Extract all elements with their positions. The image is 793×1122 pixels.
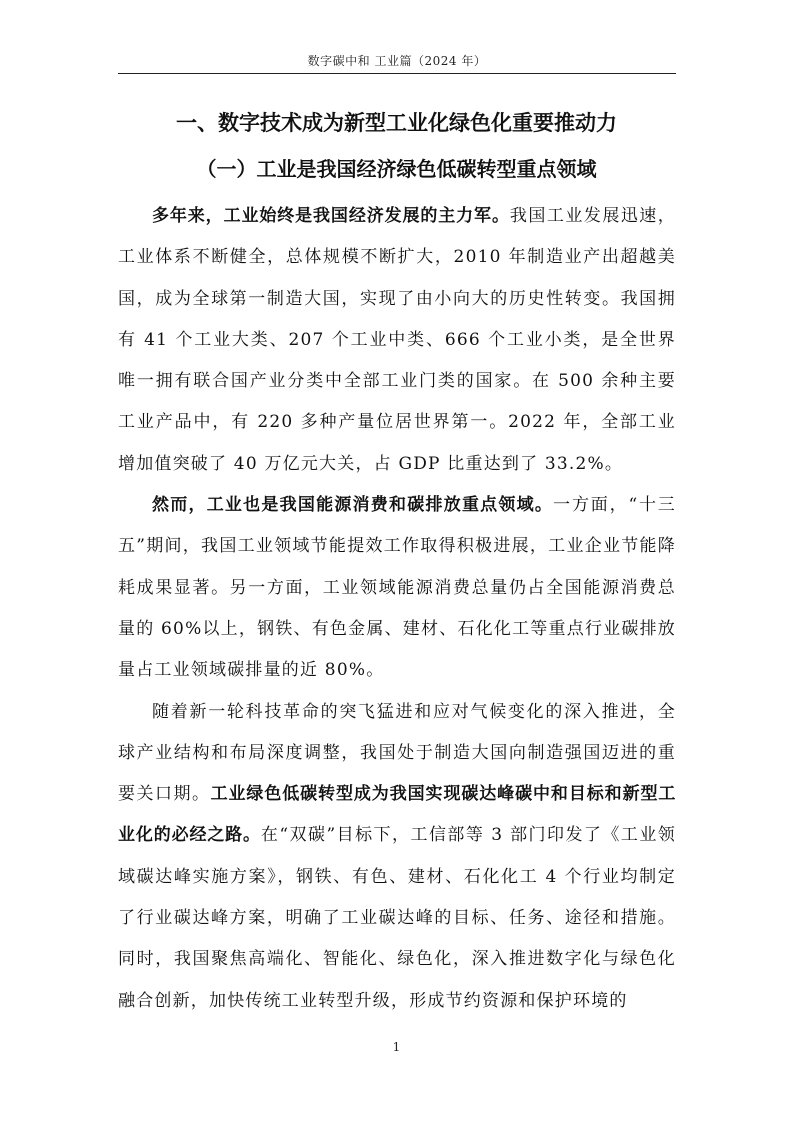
section-title: 一、数字技术成为新型工业化绿色化重要推动力 <box>176 111 617 135</box>
paragraph-3 <box>118 692 676 1022</box>
subsection-title: （一）工业是我国经济绿色低碳转型重点领域 <box>196 157 597 181</box>
paragraph-1-text: 我国工业发展迅速，工业体系不断健全，总体规模不断扩大，2010 年制造业产出超越美国，成为全球第一制造大国，实现了由小向大的历史性转变。我国拥有 41 个工业大类、207 个工业中类、666 个工业小类，是全世界唯一拥有联合国产业分类中全部工业门类的国家。在 500 余种主要工业产品中，有 220 多种产量位居世界第一。2022 年，全部工业增加值突破了 40 万亿元大关，占 GDP 比重达到了 33.2%。 <box>118 206 676 474</box>
paragraph-3-pre: 随着新一轮科技革命的突飞猛进和应对气候变化的深入推进，全球产业结构和布局深度调整，我国处于制造大国向制造强国迈进的重要关口期。 <box>118 701 676 805</box>
paragraph-1 <box>118 196 676 485</box>
paragraph-2 <box>118 485 676 691</box>
running-header: 数字碳中和 工业篇（2024 年） <box>307 54 487 68</box>
paragraph-3-text: 在“双碳”目标下，工信部等 3 部门印发了《工业领域碳达峰实施方案》，钢铁、有色、建材、石化化工 4 个行业均制定了行业碳达峰方案，明确了工业碳达峰的目标、任务、途径和措施。同时，我国聚焦高端化、智能化、绿色化，深入推进数字化与绿色化融合创新，加快传统工业转型升级，形成节约资源和保护环境的 <box>118 825 676 1011</box>
paragraph-3-lead: 工业绿色低碳转型成为我国实现碳达峰碳中和目标和新型工业化的必经之路。 <box>118 784 677 846</box>
header-rule <box>118 73 676 74</box>
paragraph-1-lead: 多年来，工业始终是我国经济发展的主力军。 <box>152 206 510 226</box>
paragraph-2-text: 一方面，“十三五”期间，我国工业领域节能提效工作取得积极进展，工业企业节能降耗成果显著。另一方面，工业领域能源消费总量仍占全国能源消费总量的 60%以上，钢铁、有色金属、建材、石化化工等重点行业碳排放量占工业领域碳排量的近 80%。 <box>118 495 676 681</box>
page-number: 1 <box>392 1040 401 1054</box>
paragraph-2-lead: 然而，工业也是我国能源消费和碳排放重点领域。 <box>152 495 554 516</box>
body-text <box>118 196 676 1022</box>
